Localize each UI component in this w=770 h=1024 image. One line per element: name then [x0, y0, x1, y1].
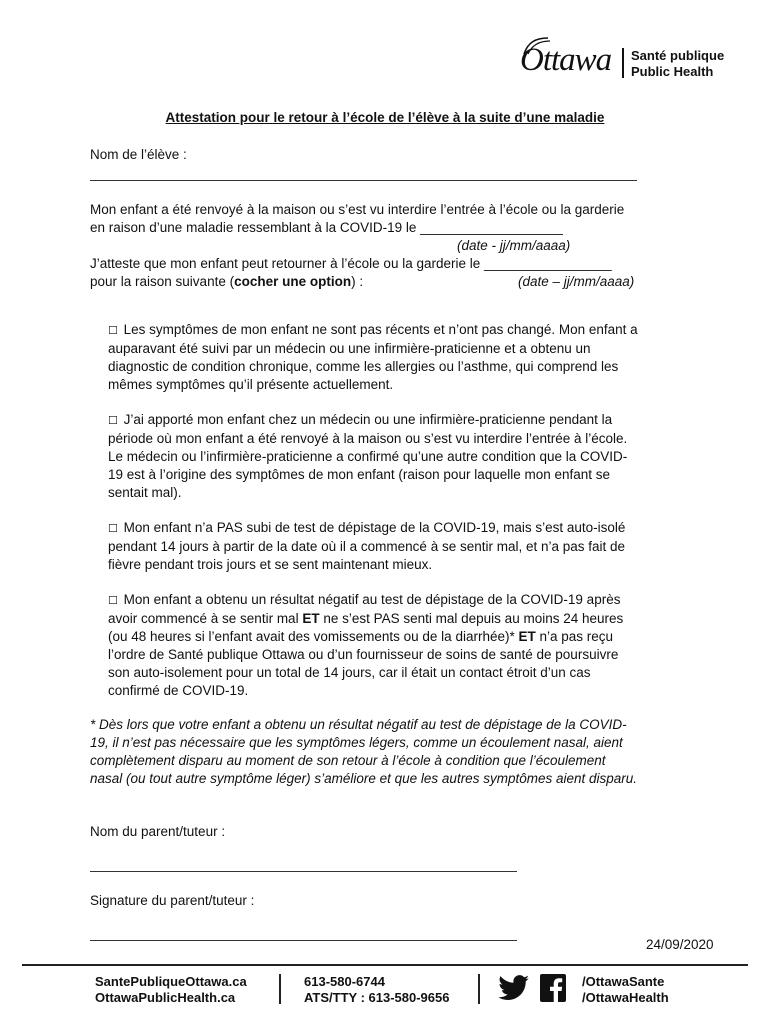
option-4-text: (ou 48 heures si l’enfant avait des vomissements ou de la diarrhée)* [108, 629, 519, 644]
option-self-isolated [108, 519, 680, 574]
option-2-line: J’ai apporté mon enfant chez un médecin ou une infirmière-praticienne pendant la [119, 412, 613, 427]
option-4-line [108, 628, 680, 646]
footnote-line: 19, il n’est pas nécessaire que les symptômes légers, comme un écoulement nasal, aient [90, 735, 623, 750]
option-4-text: avoir commencé à se sentir mal [108, 611, 303, 626]
website-fr-link[interactable]: SantePubliqueOttawa.ca [95, 974, 247, 989]
emphasis-et: ET [302, 611, 320, 626]
option-3-line: pendant 14 jours à partir de la date où il a commencé à se sentir mal, et n’a pas fait de [108, 539, 626, 554]
option-1-line: Les symptômes de mon enfant ne sont pas récents et n’ont pas changé. Mon enfant a [119, 322, 638, 337]
option-4-text: ne s’est PAS senti mal depuis au moins 24 heures [319, 611, 624, 626]
footnote [90, 716, 690, 788]
form-version-date: 24/09/2020 [646, 937, 714, 952]
social-handle-fr[interactable]: /OttawaSante [582, 974, 665, 989]
attest-line-1: J’atteste que mon enfant peut retourner à l’école ou la garderie le _________________ [90, 256, 612, 271]
date-format-hint-1: (date - jj/mm/aaaa) [457, 238, 571, 253]
parent-name-field[interactable] [90, 871, 517, 872]
date-format-hint-2: (date – jj/mm/aaaa) [518, 274, 635, 289]
website-en-link[interactable]: OttawaPublicHealth.ca [95, 990, 236, 1005]
student-name-label: Nom de l’élève : [90, 147, 187, 162]
emphasis-et: ET [518, 629, 536, 644]
logo-wordmark: Ottawa [520, 42, 612, 78]
option-2-line: période où mon enfant a été renvoyé à la maison ou s’est vu interdire l’entrée à l’école. [108, 431, 628, 446]
footer-websites [95, 974, 247, 1006]
checkbox-option-4[interactable]: ☐ [108, 594, 118, 607]
option-negative-test [108, 591, 680, 700]
checkbox-option-3[interactable]: ☐ [108, 522, 118, 535]
attest-line-2 [90, 273, 363, 291]
student-name-field[interactable] [90, 180, 637, 181]
option-2-line: sentait mal). [108, 485, 182, 500]
footer-divider [478, 974, 480, 1004]
parent-name-label: Nom du parent/tuteur : [90, 824, 226, 839]
checkbox-option-1[interactable]: ☐ [108, 324, 118, 337]
logo-agency-text [631, 48, 724, 80]
form-title: Attestation pour le retour à l’école de l’élève à la suite d’une maladie [165, 110, 605, 125]
option-4-line: Mon enfant a obtenu un résultat négatif au test de dépistage de la COVID-19 après [119, 592, 621, 607]
option-4-line: son auto-isolement pour un total de 14 jours, car il était un contact étroit d’un cas [108, 665, 591, 680]
option-1-line: diagnostic de condition chronique, comme les allergies ou l’asthme, qui comprend les [108, 359, 619, 374]
option-3-line: Mon enfant n’a PAS subi de test de dépistage de la COVID-19, mais s’est auto-isolé [119, 520, 626, 535]
phone-number: 613-580-6744 [304, 974, 385, 989]
footer-rule [22, 964, 748, 966]
option-doctor-visit [108, 411, 680, 502]
attest-line-2-end: ) : [351, 274, 364, 289]
sent-home-line-2: en raison d’une maladie ressemblant à la COVID-19 le ___________________ [90, 220, 563, 235]
option-chronic-condition [108, 321, 680, 394]
option-1-line: auparavant été suivi par un médecin ou une infirmière-praticienne et a obtenu un [108, 341, 591, 356]
sent-home-line-1: Mon enfant a été renvoyé à la maison ou s’est vu interdire l’entrée à l’école ou la garderie [90, 202, 625, 217]
logo-divider [622, 48, 624, 78]
checkbox-option-2[interactable]: ☐ [108, 414, 118, 427]
ottawa-public-health-logo [520, 36, 730, 84]
agency-name-fr: Santé publique [631, 48, 725, 63]
facebook-icon[interactable] [540, 974, 566, 1002]
social-handle-en[interactable]: /OttawaHealth [582, 990, 669, 1005]
option-4-line: confirmé de COVID-19. [108, 683, 249, 698]
footnote-line: * Dès lors que votre enfant a obtenu un résultat négatif au test de dépistage de la COVID- [90, 717, 627, 732]
option-2-line: Le médecin ou l’infirmière-praticienne a confirmé qu’une autre condition que la COVID- [108, 449, 628, 464]
parent-signature-field[interactable] [90, 940, 517, 941]
twitter-icon[interactable] [498, 975, 530, 1001]
option-4-line: l’ordre de Santé publique Ottawa ou d’un fournisseur de soins de santé de poursuivre [108, 647, 619, 662]
option-4-text: n’a pas reçu [535, 629, 614, 644]
option-2-line: 19 est à l’origine des symptômes de mon enfant (raison pour laquelle mon enfant se [108, 467, 611, 482]
option-3-line: fièvre pendant trois jours et se sent maintenant mieux. [108, 557, 433, 572]
agency-name-en: Public Health [631, 64, 714, 79]
footer-divider [279, 974, 281, 1004]
option-4-line [108, 610, 680, 628]
footnote-line: nasal (ou tout autre symptôme léger) s’améliore et que les autres symptômes aient disparu. [90, 771, 638, 786]
footnote-line: complètement disparu au moment de son retour à l’école à condition que l’écoulement [90, 753, 606, 768]
option-1-line: mêmes symptômes qu’il présente actuellement. [108, 377, 394, 392]
choose-one-instruction: cocher une option [234, 274, 352, 289]
parent-signature-label: Signature du parent/tuteur : [90, 893, 255, 908]
footer-phones [304, 974, 449, 1006]
footer-social-handles [582, 974, 669, 1006]
attest-line-2-start: pour la raison suivante ( [90, 274, 235, 289]
tty-number: ATS/TTY : 613-580-9656 [304, 990, 450, 1005]
